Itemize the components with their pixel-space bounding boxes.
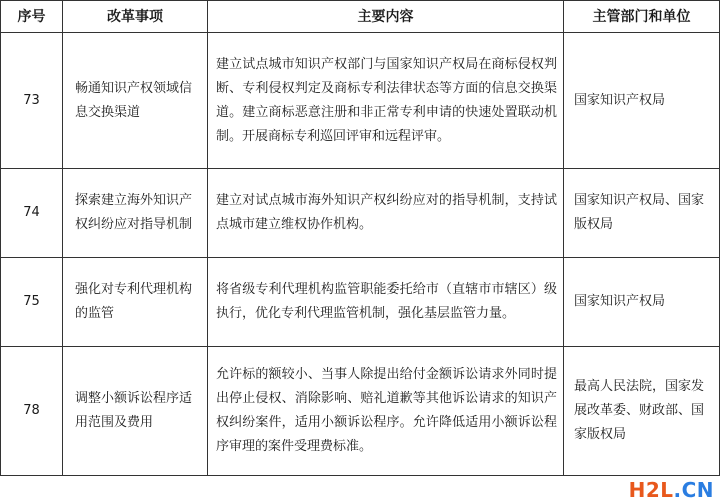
row-item: 调整小额诉讼程序适用范围及费用 bbox=[63, 347, 208, 476]
row-content: 建立对试点城市海外知识产权纠纷应对的指导机制，支持试点城市建立维权协作机构。 bbox=[208, 169, 564, 258]
watermark-part-2: .CN bbox=[673, 478, 714, 502]
row-item: 畅通知识产权领域信息交换渠道 bbox=[63, 33, 208, 169]
table-row bbox=[1, 169, 720, 258]
header-item: 改革事项 bbox=[63, 1, 208, 33]
row-dept: 国家知识产权局 bbox=[564, 258, 720, 347]
site-watermark bbox=[627, 478, 716, 502]
row-item: 探索建立海外知识产权纠纷应对指导机制 bbox=[63, 169, 208, 258]
table-row bbox=[1, 33, 720, 169]
row-item: 强化对专利代理机构的监管 bbox=[63, 258, 208, 347]
row-num: 78 bbox=[1, 347, 63, 476]
watermark-part-1: H2L bbox=[628, 478, 674, 502]
row-dept: 国家知识产权局 bbox=[564, 33, 720, 169]
header-content: 主要内容 bbox=[208, 1, 564, 33]
row-content: 允许标的额较小、当事人除提出给付金额诉讼请求外同时提出停止侵权、消除影响、赔礼道歉等其他诉讼请求的知识产权纠纷案件，适用小额诉讼程序。允许降低适用小额诉讼程序审理的案件受理费标准。 bbox=[208, 347, 564, 476]
row-num: 75 bbox=[1, 258, 63, 347]
row-dept: 国家知识产权局、国家版权局 bbox=[564, 169, 720, 258]
row-num: 73 bbox=[1, 33, 63, 169]
row-num: 74 bbox=[1, 169, 63, 258]
row-content: 建立试点城市知识产权部门与国家知识产权局在商标侵权判断、专利侵权判定及商标专利法律状态等方面的信息交换渠道。建立商标恶意注册和非正常专利申请的快速处置联动机制。开展商标专利巡回评审和远程评审。 bbox=[208, 33, 564, 169]
header-num: 序号 bbox=[1, 1, 63, 33]
row-content: 将省级专利代理机构监管职能委托给市（直辖市市辖区）级执行，优化专利代理监管机制，强化基层监管力量。 bbox=[208, 258, 564, 347]
table-header-row bbox=[1, 1, 720, 33]
table-row bbox=[1, 258, 720, 347]
row-dept: 最高人民法院，国家发展改革委、财政部、国家版权局 bbox=[564, 347, 720, 476]
table-row bbox=[1, 347, 720, 476]
header-dept: 主管部门和单位 bbox=[564, 1, 720, 33]
